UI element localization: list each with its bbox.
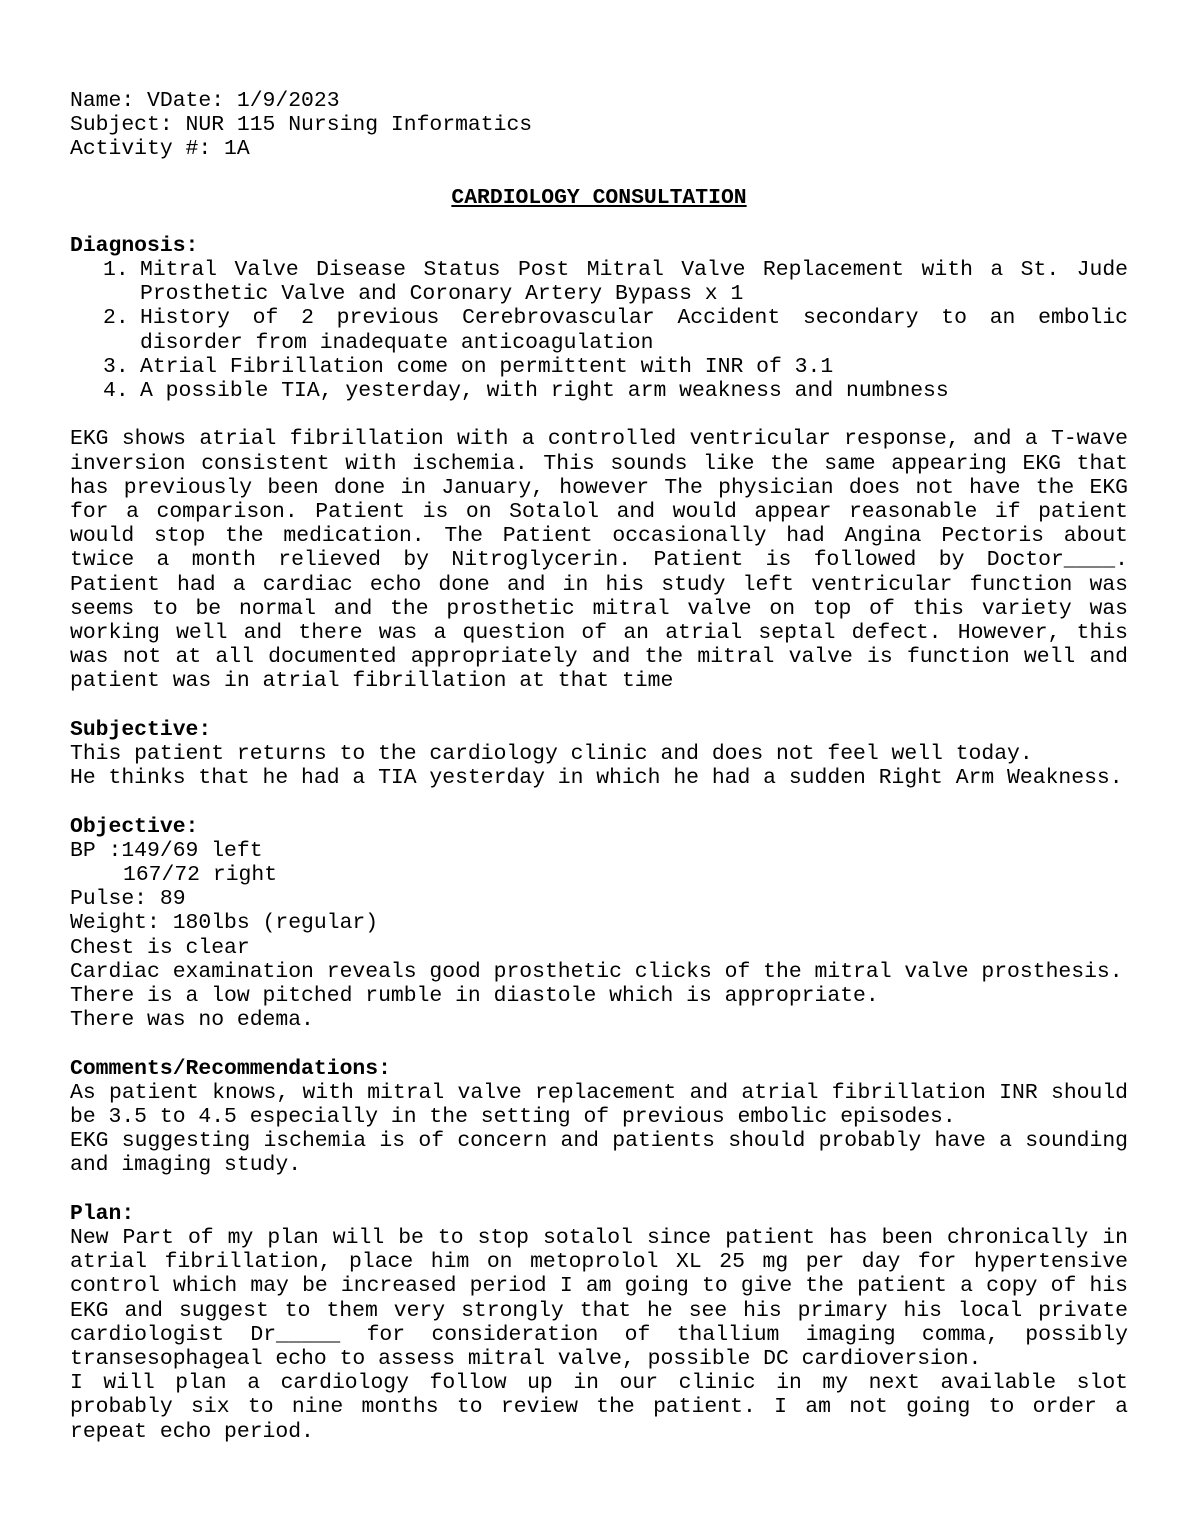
spacer <box>70 1178 1128 1202</box>
cardiac-finding: Cardiac examination reveals good prosthetic clicks of the mitral valve prosthesis. <box>70 959 1123 984</box>
ekg-paragraph: EKG shows atrial fibrillation with a controlled ventricular response, and a T-wave inversion consistent with ischemia. This sounds like the same appearing EKG that has previously been done in January, however The physician does not have the EKG for a comparison. Patient is on Sotalol and would appear reasonable if patient would stop the medication. The Patient occasionally had Angina Pectoris about twice a month relieved by Nitroglycerin. Patient is followed by Doctor____. Patient had a cardiac echo done and in his study left ventricular function was seems to be normal and the prosthetic mitral valve on top of this variety was working well and there was a question of an atrial septal defect. However, this was not at all documented appropriately and the mitral valve is function well and patient was in atrial fibrillation at that time <box>70 427 1128 694</box>
subjective-line: He thinks that he had a TIA yesterday in which he had a sudden Right Arm Weakness. <box>70 766 1123 791</box>
diagnosis-list <box>70 258 1128 403</box>
diagnosis-item-text: Atrial Fibrillation come on permittent with INR of 3.1 <box>140 354 834 379</box>
subjective-section <box>70 718 1128 791</box>
spacer <box>70 403 1128 427</box>
diagnosis-item <box>70 355 1128 379</box>
diagnosis-item <box>70 258 1128 306</box>
plan-heading: Plan: <box>70 1201 135 1226</box>
chest-finding: Chest is clear <box>70 935 250 960</box>
comments-heading: Comments/Recommendations: <box>70 1056 391 1081</box>
activity-line: Activity #: 1A <box>70 137 250 162</box>
edema-finding: There was no edema. <box>70 1008 314 1033</box>
document-header <box>70 89 1128 162</box>
document-title: CARDIOLOGY CONSULTATION <box>451 185 747 210</box>
comments-paragraph: As patient knows, with mitral valve replacement and atrial fibrillation INR should be 3.5 to 4.5 especially in the setting of previous embolic episodes. <box>70 1080 1128 1130</box>
diagnosis-item-number: 2. <box>103 306 129 331</box>
diagnosis-item-number: 4. <box>103 379 129 404</box>
name-date-line: Name: VDate: 1/9/2023 <box>70 89 340 113</box>
pulse: Pulse: 89 <box>70 887 186 912</box>
diagnosis-item <box>70 379 1128 403</box>
subjective-line: This patient returns to the cardiology clinic and does not feel well today. <box>70 742 1033 767</box>
diagnosis-section <box>70 234 1128 403</box>
diagnosis-item <box>70 306 1128 354</box>
subjective-heading: Subjective: <box>70 717 212 742</box>
document-page <box>70 89 1128 1444</box>
spacer <box>70 694 1128 718</box>
diagnosis-item-text: A possible TIA, yesterday, with right arm weakness and numbness <box>140 379 949 404</box>
diagnosis-item-text: History of 2 previous Cerebrovascular Accident secondary to an embolic disorder from inadequate anticoagulation <box>140 306 1128 355</box>
plan-paragraph: I will plan a cardiology follow up in our clinic in my next available slot probably six to nine months to review the patient. I am not going to order a repeat echo period. <box>70 1371 1128 1444</box>
spacer <box>70 790 1128 814</box>
plan-section <box>70 1202 1128 1444</box>
bp-right: 167/72 right <box>123 863 278 888</box>
rumble-finding: There is a low pitched rumble in diastole which is appropriate. <box>70 984 879 1009</box>
comments-paragraph: EKG suggesting ischemia is of concern and patients should probably have a sounding and imaging study. <box>70 1129 1128 1178</box>
diagnosis-heading: Diagnosis: <box>70 233 199 258</box>
plan-paragraph: New Part of my plan will be to stop sotalol since patient has been chronically in atrial fibrillation, place him on metoprolol XL 25 mg per day for hypertensive control which may be increased period I am going to give the patient a copy of his EKG and suggest to them very strongly that he see his primary his local private cardiologist Dr_____ for consideration of thallium imaging comma, possibly transesophageal echo to assess mitral valve, possible DC cardioversion. <box>70 1226 1128 1372</box>
objective-section <box>70 815 1128 1033</box>
subject-line: Subject: NUR 115 Nursing Informatics <box>70 113 533 138</box>
objective-heading: Objective: <box>70 814 199 839</box>
bp-left: BP :149/69 left <box>70 838 263 863</box>
diagnosis-item-number: 3. <box>103 354 129 379</box>
diagnosis-item-text: Mitral Valve Disease Status Post Mitral Valve Replacement with a St. Jude Prosthetic Valve and Coronary Artery Bypass x 1 <box>140 258 1128 307</box>
diagnosis-item-number: 1. <box>103 258 129 283</box>
spacer <box>70 1032 1128 1056</box>
weight: Weight: 180lbs (regular) <box>70 911 379 936</box>
comments-section <box>70 1057 1128 1178</box>
